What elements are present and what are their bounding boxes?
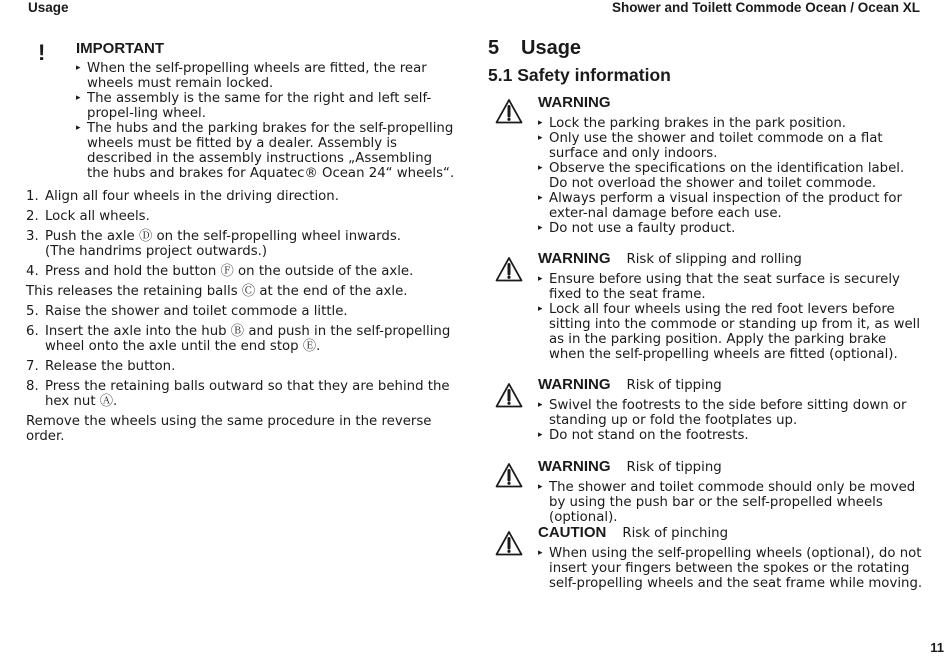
section-title-text: Usage	[521, 37, 582, 59]
section-title	[488, 37, 581, 59]
running-header-right: Shower and Toilett Commode Ocean / Ocean XL	[611, 0, 920, 15]
warning-label: WARNING	[538, 94, 611, 111]
list-item: ▸ Only use the shower and toilet commode on a flat surface and only indoors.	[538, 131, 923, 161]
warning-subtitle: Risk of tipping	[626, 378, 722, 393]
list-item: ▸ Lock all four wheels using the red foot levers before sitting into the commode or standing up from it, as well as in the parking position. Apply the parking brake when the self-propelling wheels are fitted (optional).	[538, 302, 923, 362]
list-item: ▸ Observe the specifications on the identification label. Do not overload the shower and toilet commode.	[538, 161, 923, 191]
warning-subtitle: Risk of slipping and rolling	[626, 252, 802, 267]
warning-triangle-icon	[495, 98, 523, 124]
step-item	[26, 209, 466, 224]
list-item: ▸ When using the self-propelling wheels (optional), do not insert your fingers between the spokes or the rotating self-propelling wheels and the seat frame while moving.	[538, 546, 923, 591]
list-item: ▸ The shower and toilet commode should only be moved by using the push bar or the self-propelled wheels (optional).	[538, 480, 923, 525]
step-text: Align all four wheels in the driving direction.	[45, 189, 339, 204]
step-item	[26, 359, 466, 374]
caution-bullets	[538, 546, 923, 591]
list-item: ▸ Do not use a faulty product.	[538, 221, 923, 236]
warning-label: WARNING Risk of tipping	[538, 458, 722, 475]
important-bullets	[76, 61, 456, 181]
step-item	[26, 324, 466, 354]
list-item: ▸ Swivel the footrests to the side before sitting down or standing up or fold the footplates up.	[538, 398, 923, 428]
step-item	[26, 229, 466, 259]
step-result: This releases the retaining balls Ⓒ at the end of the axle.	[26, 284, 408, 299]
step-text: Press and hold the button Ⓕ on the outside of the axle.	[45, 264, 414, 279]
step-number: 6.	[26, 324, 39, 339]
subsection-number: 5.1	[488, 65, 513, 85]
closing-note: Remove the wheels using the same procedure in the reverse order.	[26, 414, 432, 444]
assembly-steps	[26, 189, 466, 449]
caution-label: CAUTION Risk of pinching	[538, 524, 729, 541]
warning-triangle-icon	[495, 256, 523, 282]
step-item	[26, 304, 466, 319]
list-item: ▸ Always perform a visual inspection of the product for exter-nal damage before each use.	[538, 191, 923, 221]
list-item: ▸ Ensure before using that the seat surface is securely fixed to the seat frame.	[538, 272, 923, 302]
step-text: Push the axle Ⓓ on the self-propelling wheel inwards.	[45, 229, 401, 244]
step-number: 3.	[26, 229, 39, 244]
subsection-title	[488, 65, 671, 85]
step-number: 1.	[26, 189, 39, 204]
warning-triangle-icon	[495, 382, 523, 408]
step-number: 4.	[26, 264, 39, 279]
step-text: Insert the axle into the hub Ⓑ and push in the self-propelling wheel onto the axle until the end stop Ⓔ.	[45, 324, 451, 354]
caution-triangle-icon	[495, 530, 523, 556]
section-number: 5	[488, 37, 500, 59]
list-item: ▸ The assembly is the same for the right and left self-propel-ling wheel.	[76, 91, 456, 121]
step-number: 2.	[26, 209, 39, 224]
step-text: Lock all wheels.	[45, 209, 150, 224]
page-number: 11	[930, 640, 944, 655]
warning-bullets	[538, 398, 923, 443]
list-item: ▸ The hubs and the parking brakes for the self-propelling wheels must be fitted by a dealer. Assembly is described in the assembly instructions „Assembling the hubs and brakes for Aquatec® Ocean 24“ wheels“.	[76, 121, 456, 181]
list-item: ▸ Lock the parking brakes in the park position.	[538, 116, 923, 131]
exclamation-icon: !	[38, 40, 46, 65]
step-number: 5.	[26, 304, 39, 319]
caution-subtitle: Risk of pinching	[622, 526, 729, 541]
step-item	[26, 189, 466, 204]
step-number: 7.	[26, 359, 39, 374]
list-item: ▸ Do not stand on the footrests.	[538, 428, 923, 443]
list-item: ▸ When the self-propelling wheels are fitted, the rear wheels must remain locked.	[76, 61, 456, 91]
warning-bullets	[538, 480, 923, 525]
warning-subtitle: Risk of tipping	[626, 460, 722, 475]
warning-bullets	[538, 116, 923, 236]
step-text: Press the retaining balls outward so that they are behind the hex nut Ⓐ.	[45, 379, 450, 409]
running-header-left: Usage	[28, 0, 69, 15]
step-item	[26, 379, 466, 409]
step-text: Release the button.	[45, 359, 176, 374]
subsection-title-text: Safety information	[517, 65, 671, 85]
step-text: Raise the shower and toilet commode a little.	[45, 304, 348, 319]
step-note: (The handrims project outwards.)	[45, 244, 268, 259]
step-item	[26, 264, 466, 279]
warning-label: WARNING Risk of tipping	[538, 376, 722, 393]
warning-bullets	[538, 272, 923, 362]
warning-triangle-icon	[495, 462, 523, 488]
step-number: 8.	[26, 379, 39, 394]
warning-label: WARNING Risk of slipping and rolling	[538, 250, 802, 267]
important-label: IMPORTANT	[76, 40, 165, 57]
